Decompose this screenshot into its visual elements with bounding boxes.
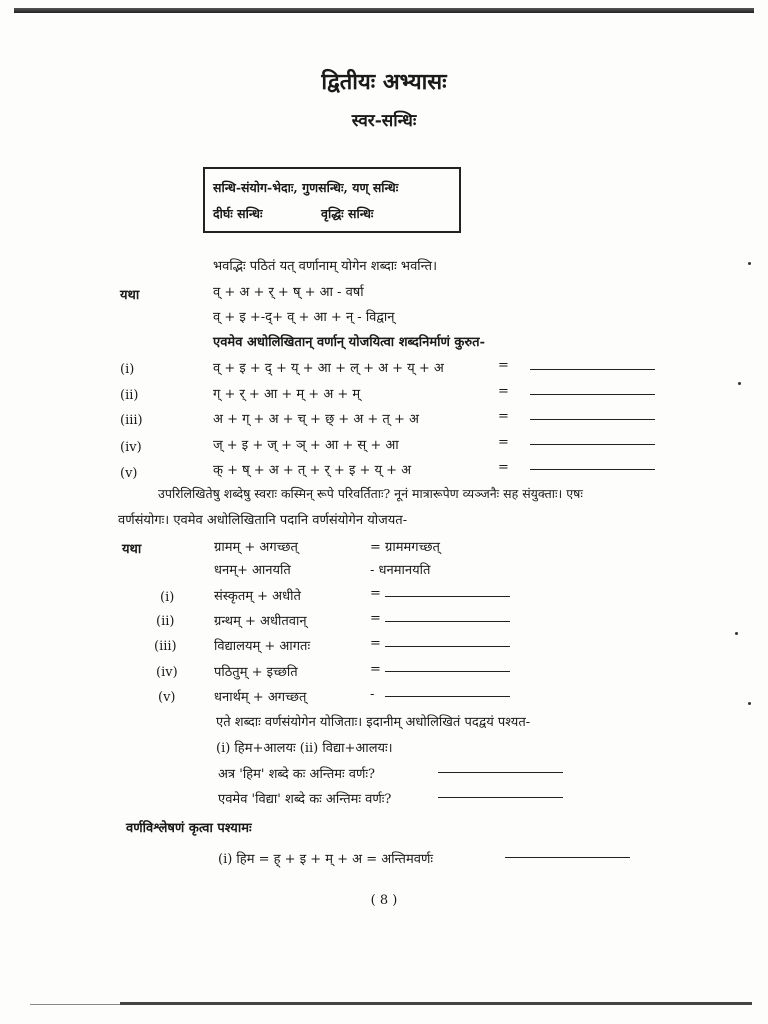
s1-item-4-text: ज् + इ + ज् + ञ् + आ + स् + आ xyxy=(213,438,399,453)
s2-item-1-answer-blank[interactable] xyxy=(385,596,510,597)
s1-item-5-eq: = xyxy=(498,460,509,475)
topics-line-1: सन्धि-संयोग-भेदाः, गुणसन्धिः, यण् सन्धिः xyxy=(213,180,399,195)
s2-item-5-num: (v) xyxy=(158,690,176,705)
s1-item-3-text: अ + ग् + अ + च् + छ् + अ + त् + अ xyxy=(213,412,419,427)
s2-item-4-eq: = xyxy=(370,662,381,677)
scan-speck xyxy=(735,632,738,635)
s2-item-3-eq: = xyxy=(370,636,381,651)
section3-question-2: एवमेव 'विद्या' शब्दे कः अन्तिमः वर्णः? xyxy=(218,792,392,807)
s2-item-5-eq: - xyxy=(370,687,375,702)
s2-item-1-text: संस्कृतम् + अधीते xyxy=(214,589,301,604)
s2-item-2-num: (ii) xyxy=(156,614,175,629)
s2-item-3-answer-blank[interactable] xyxy=(385,646,510,647)
s2-item-2-answer-blank[interactable] xyxy=(385,621,510,622)
page-number: ( 8 ) xyxy=(370,893,398,908)
s2-example-2-left: धनम्+ आनयति xyxy=(214,563,291,578)
s1-item-1-text: व् + इ + द् + य् + आ + ल् + अ + य् + अ xyxy=(213,361,444,376)
s1-item-3-eq: = xyxy=(498,409,509,424)
section2-yatha-label: यथा xyxy=(122,542,142,557)
topics-vriddhi: वृद्धिः सन्धिः xyxy=(321,206,374,221)
s1-item-2-text: ग् + र् + आ + म् + अ + म् xyxy=(213,387,361,402)
s1-item-4-answer-blank[interactable] xyxy=(530,444,655,445)
s2-item-4-answer-blank[interactable] xyxy=(385,671,510,672)
s1-item-1-answer-blank[interactable] xyxy=(530,369,655,370)
s2-item-4-num: (iv) xyxy=(156,665,178,680)
section3-line-1: एते शब्दाः वर्णसंयोगेन योजिताः। इदानीम् अधोलिखितं पदद्वयं पश्यत- xyxy=(216,715,531,730)
page-subtitle: स्वर-सन्धिः xyxy=(351,111,417,131)
s2-item-5-text: धनार्थम् + अगच्छत् xyxy=(214,690,307,705)
section2-para-line-1: उपरिलिखितेषु शब्देषु स्वराः कस्मिन् रूपे परिवर्तिताः? नूनं मात्रारूपेण व्यञ्जनैः सह संयुक्ताः। एषः xyxy=(158,486,583,501)
bottom-border xyxy=(120,1002,752,1005)
section3-line-2: (i) हिम+आलयः (ii) विद्या+आलयः। xyxy=(216,741,393,756)
section3-q1-answer-blank[interactable] xyxy=(438,772,563,773)
scan-speck xyxy=(748,262,751,265)
section1-example-2: व् + इ +-द्+ व् + आ + न् - विद्वान् xyxy=(213,310,395,325)
s1-item-1-eq: = xyxy=(498,358,509,373)
topics-box xyxy=(203,167,461,233)
section3-question-1: अत्र 'हिम' शब्दे कः अन्तिमः वर्णः? xyxy=(218,767,375,782)
topics-dirgha: दीर्घः सन्धिः xyxy=(213,206,263,221)
section1-intro: भवद्भिः पठितं यत् वर्णानाम् योगेन शब्दाः भवन्ति। xyxy=(213,259,438,274)
section3-heading: वर्णविश्लेषणं कृत्वा पश्यामः xyxy=(126,821,252,836)
section3-analysis: (i) हिम = ह् + इ + म् + अ = अन्तिमवर्णः xyxy=(218,852,433,867)
s2-item-1-num: (i) xyxy=(160,590,175,605)
s1-item-2-num: (ii) xyxy=(120,388,139,403)
s2-item-4-text: पठितुम् + इच्छति xyxy=(214,665,298,680)
s2-example-1-right: = ग्राममगच्छत् xyxy=(370,540,440,555)
section1-instruction: एवमेव अधोलिखितान् वर्णान् योजयित्वा शब्दनिर्माणं कुरुत- xyxy=(213,335,485,350)
s1-item-5-num: (v) xyxy=(120,466,138,481)
page-title: द्वितीयः अभ्यासः xyxy=(321,69,447,95)
s1-item-1-num: (i) xyxy=(120,362,135,377)
s2-item-5-answer-blank[interactable] xyxy=(385,696,510,697)
section2-para-line-2: वर्णसंयोगः। एवमेव अधोलिखितानि पदानि वर्णसंयोगेन योजयत- xyxy=(118,513,408,528)
s2-item-2-text: ग्रन्थम् + अधीतवान् xyxy=(214,614,307,629)
section3-q2-answer-blank[interactable] xyxy=(438,797,563,798)
s1-item-5-text: क् + ष् + अ + त् + र् + इ + य् + अ xyxy=(213,463,412,478)
top-border xyxy=(14,8,754,13)
section3-analysis-answer-blank[interactable] xyxy=(505,857,630,858)
s1-item-5-answer-blank[interactable] xyxy=(530,469,655,470)
s2-item-3-num: (iii) xyxy=(154,639,177,654)
s1-item-3-num: (iii) xyxy=(120,413,143,428)
s2-item-2-eq: = xyxy=(370,611,381,626)
s1-item-2-eq: = xyxy=(498,384,509,399)
bottom-border-left xyxy=(30,1004,120,1005)
s1-item-4-eq: = xyxy=(498,435,509,450)
section1-example-1: व् + अ + र् + ष् + आ - वर्षा xyxy=(213,285,364,300)
s2-item-3-text: विद्यालयम् + आगतः xyxy=(214,639,311,654)
s1-item-3-answer-blank[interactable] xyxy=(530,419,655,420)
s2-example-2-right: - धनमानयति xyxy=(370,563,431,578)
s1-item-4-num: (iv) xyxy=(120,440,142,455)
s2-item-1-eq: = xyxy=(370,586,381,601)
section1-yatha-label: यथा xyxy=(120,288,140,303)
s2-example-1-left: ग्रामम् + अगच्छत् xyxy=(214,540,298,555)
s1-item-2-answer-blank[interactable] xyxy=(530,394,655,395)
scan-speck xyxy=(748,702,751,705)
scan-speck xyxy=(738,382,741,385)
